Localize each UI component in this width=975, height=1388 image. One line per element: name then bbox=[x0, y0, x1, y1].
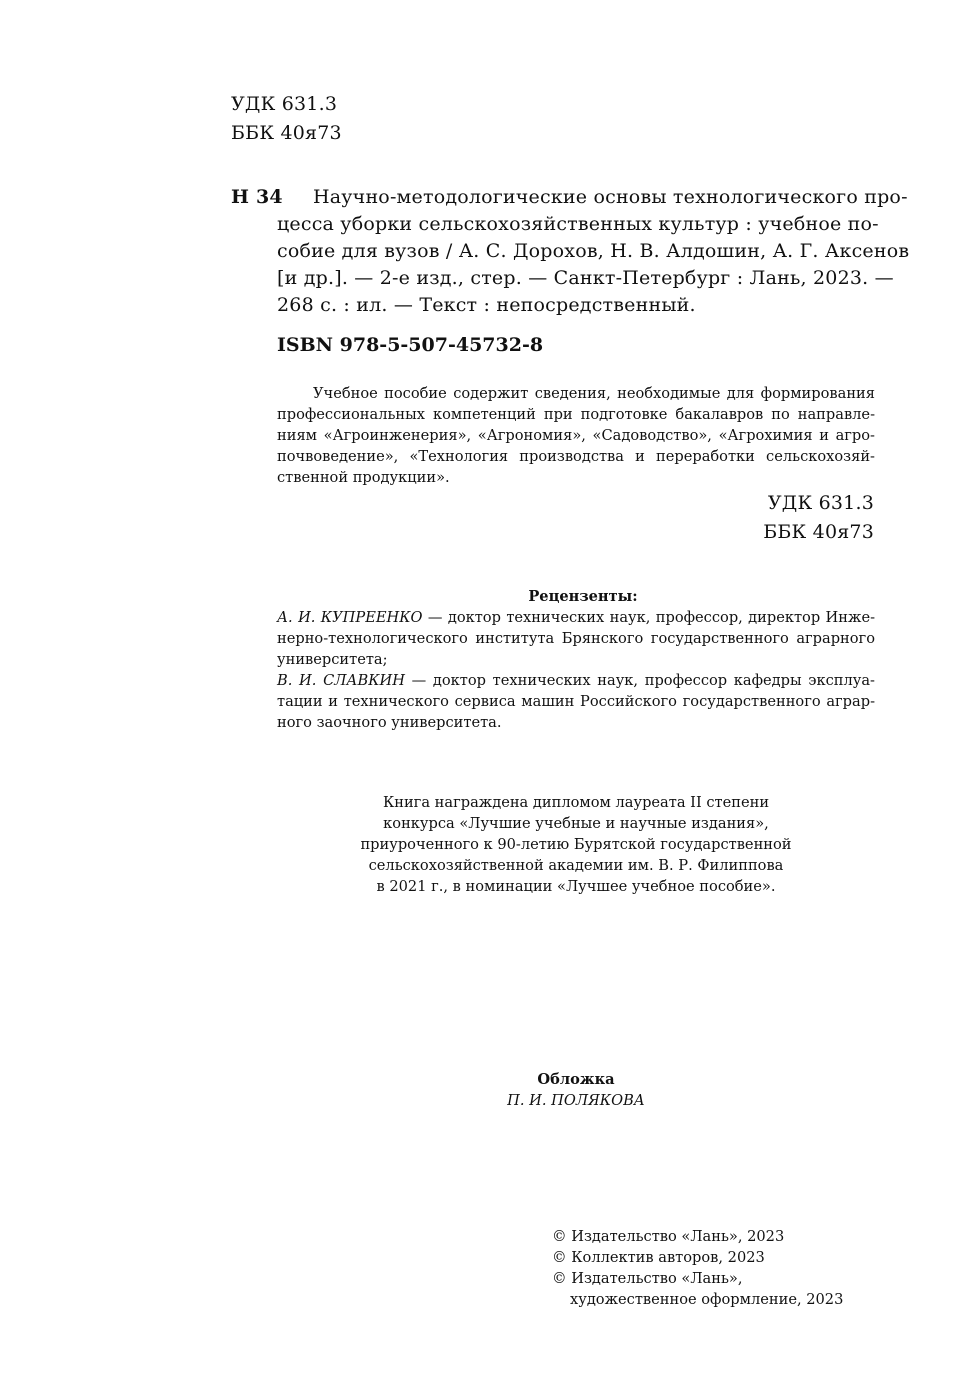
reviewer-1-line: университета; bbox=[277, 651, 388, 668]
reviewers-heading: Рецензенты: bbox=[528, 588, 638, 605]
copyright-line: © Издательство «Лань», bbox=[552, 1270, 743, 1287]
annotation bbox=[277, 383, 875, 488]
reviewer-1-line bbox=[277, 607, 875, 628]
isbn: ISBN 978-5-507-45732-8 bbox=[277, 334, 544, 356]
annotation-line: Учебное пособие содержит сведения, необходимые для формирования bbox=[313, 385, 875, 402]
award-line: сельскохозяйственной академии им. В. Р. Филиппова bbox=[368, 857, 784, 874]
bibliographic-description bbox=[277, 184, 910, 319]
author-cipher: Н 34 bbox=[231, 186, 283, 208]
reviewer-2-line: тации и технического сервиса машин Российского государственного аграр- bbox=[277, 693, 875, 710]
reviewer-2-line bbox=[277, 670, 875, 691]
cover-heading: Обложка bbox=[537, 1071, 615, 1088]
cover-designer-name: П. И. ПОЛЯКОВА bbox=[507, 1092, 645, 1109]
award-line: Книга награждена дипломом лауреата II степени bbox=[382, 794, 770, 811]
annotation-line: ственной продукции». bbox=[277, 469, 450, 486]
reviewer-1-name: А. И. КУПРЕЕНКО bbox=[277, 609, 423, 626]
biblio-line: цесса уборки сельскохозяйственных культур : учебное по- bbox=[277, 213, 879, 235]
biblio-line: 268 с. : ил. — Текст : непосредственный. bbox=[277, 294, 696, 316]
award-line: приуроченного к 90-летию Бурятской государственной bbox=[360, 836, 792, 853]
copyright-line: художественное оформление, 2023 bbox=[570, 1291, 844, 1308]
cover-credit bbox=[277, 1069, 875, 1111]
copyright-block bbox=[552, 1226, 843, 1310]
annotation-line: ниям «Агроинженерия», «Агрономия», «Садоводство», «Агрохимия и агро- bbox=[277, 427, 875, 444]
award-line: конкурса «Лучшие учебные и научные издания», bbox=[383, 815, 769, 832]
award-note bbox=[277, 792, 875, 897]
reviewer-2-text: — доктор технических наук, профессор кафедры эксплуа- bbox=[404, 672, 875, 689]
reviewer-2-name: В. И. СЛАВКИН bbox=[277, 672, 405, 689]
udk-code-bottom: УДК 631.3 bbox=[767, 492, 874, 514]
award-line: в 2021 г., в номинации «Лучшее учебное пособие». bbox=[376, 878, 776, 895]
bbk-code-top: ББК 40я73 bbox=[231, 122, 342, 144]
bbk-code-bottom: ББК 40я73 bbox=[763, 521, 874, 543]
annotation-line: почвоведение», «Технология производства и переработки сельскохозяй- bbox=[277, 448, 875, 465]
annotation-line: профессиональных компетенций при подготовке бакалавров по направле- bbox=[277, 406, 875, 423]
reviewer-2-line: ного заочного университета. bbox=[277, 714, 502, 731]
copyright-line: © Издательство «Лань», 2023 bbox=[552, 1228, 785, 1245]
biblio-line: собие для вузов / А. С. Дорохов, Н. В. Алдошин, А. Г. Аксенов bbox=[277, 240, 910, 262]
biblio-line: Научно-методологические основы технологического про- bbox=[313, 186, 908, 208]
reviewers-block bbox=[277, 586, 875, 733]
reviewer-1-text: — доктор технических наук, профессор, директор Инже- bbox=[422, 609, 876, 626]
copyright-line: © Коллектив авторов, 2023 bbox=[552, 1249, 765, 1266]
biblio-line: [и др.]. — 2-е изд., стер. — Санкт-Петербург : Лань, 2023. — bbox=[277, 267, 894, 289]
reviewer-1-line: нерно-технологического института Брянского государственного аграрного bbox=[277, 630, 875, 647]
udk-code-top: УДК 631.3 bbox=[231, 93, 338, 115]
